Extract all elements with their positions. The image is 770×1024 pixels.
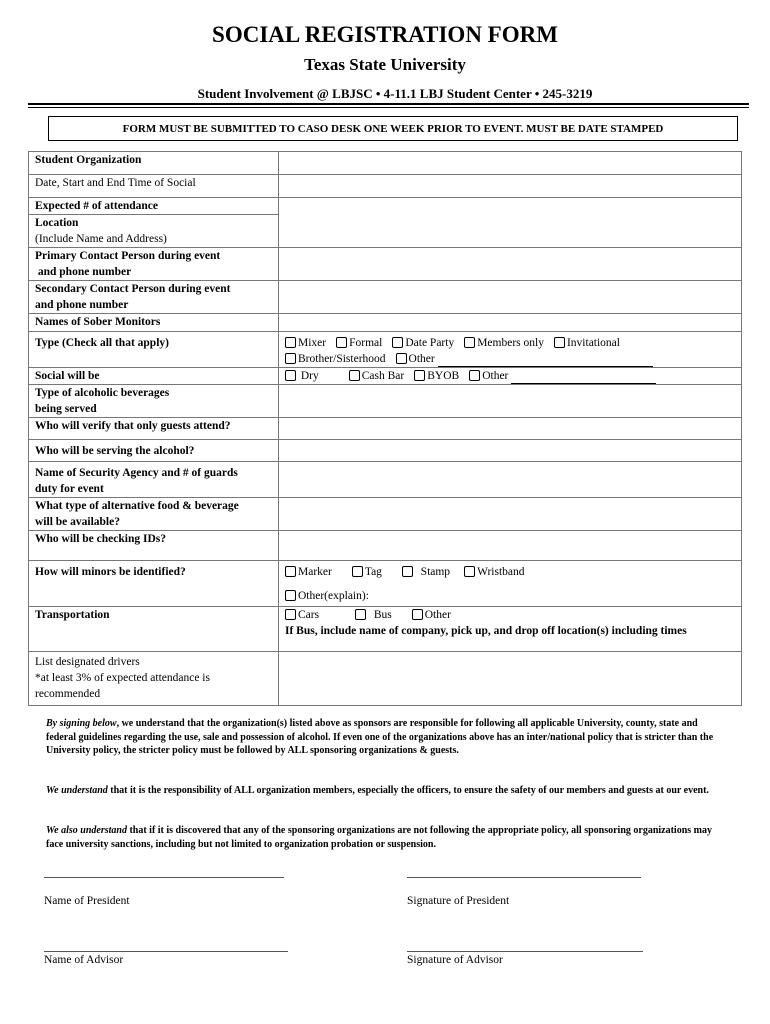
checkbox-icon [554,337,565,348]
option-type-other[interactable]: Other [396,351,653,367]
checkbox-icon [285,609,296,620]
advisor-signature-line[interactable] [407,951,643,952]
label-social-will-be: Social will be [29,368,279,385]
option-cars[interactable]: Cars [285,607,319,623]
advisor-name-line[interactable] [44,951,288,952]
field-alternative-food[interactable] [279,498,742,531]
field-secondary-contact[interactable] [279,281,742,314]
label-secondary-contact: Secondary Contact Person during event and phone number [29,281,279,314]
field-student-organization[interactable] [279,152,742,175]
submission-notice: FORM MUST BE SUBMITTED TO CASO DESK ONE WEEK PRIOR TO EVENT. MUST BE DATE STAMPED [48,116,738,141]
social-options [279,368,742,385]
transport-options [279,607,742,652]
label-security: Name of Security Agency and # of guards duty for event [29,462,279,498]
president-name-label: Name of President [44,895,130,907]
label-location: Location (Include Name and Address) [29,215,279,248]
checkbox-icon [464,566,475,577]
field-verify-guests[interactable] [279,418,742,440]
checkbox-icon [352,566,363,577]
department-info: Student Involvement @ LBJSC • 4-11.1 LBJ Student Center • 245-3219 [197,86,593,101]
option-marker[interactable]: Marker [285,564,332,580]
field-attendance[interactable] [279,198,742,248]
option-dry[interactable]: Dry [285,368,319,384]
checkbox-icon [469,370,480,381]
checkbox-icon [396,353,407,364]
option-stamp[interactable]: Stamp [402,564,450,580]
checkbox-icon [412,609,423,620]
field-alcohol-type[interactable] [279,385,742,418]
checkbox-icon [285,370,296,381]
label-transportation: Transportation [29,607,279,652]
checkbox-icon [402,566,413,577]
field-primary-contact[interactable] [279,248,742,281]
label-minors: How will minors be identified? [29,561,279,607]
label-primary-contact: Primary Contact Person during event and phone number [29,248,279,281]
label-verify-guests: Who will verify that only guests attend? [29,418,279,440]
label-designated-drivers: List designated drivers *at least 3% of expected attendance is recommended [29,652,279,706]
option-minors-other[interactable]: Other(explain): [285,588,369,604]
label-sober-monitors: Names of Sober Monitors [29,314,279,332]
option-bus[interactable]: Bus [355,607,392,623]
option-members-only[interactable]: Members only [464,335,544,351]
checkbox-icon [349,370,360,381]
field-sober-monitors[interactable] [279,314,742,332]
option-transport-other[interactable]: Other [412,607,451,623]
option-invitational[interactable]: Invitational [554,335,620,351]
checkbox-icon [285,590,296,601]
registration-table [28,151,742,706]
type-other-line[interactable] [438,354,653,367]
label-serving-alcohol: Who will be serving the alcohol? [29,440,279,462]
university-name: Texas State University [304,55,466,74]
option-mixer[interactable]: Mixer [285,335,326,351]
option-wristband[interactable]: Wristband [464,564,524,580]
social-other-line[interactable] [511,371,656,384]
label-alternative-food: What type of alternative food & beverage will be available? [29,498,279,531]
advisor-signature-label: Signature of Advisor [407,954,503,966]
president-signature-line[interactable] [407,877,641,878]
statement-sanctions: We also understand that if it is discovered that any of the sponsoring organizations are not following the appropriate policy, all sponsoring organizations may face university sanctions, including but not limited to organization probation or suspension. [46,825,712,850]
checkbox-icon [464,337,475,348]
field-security[interactable] [279,462,742,498]
checkbox-icon [285,353,296,364]
label-type: Type (Check all that apply) [29,332,279,368]
label-attendance: Expected # of attendance [29,198,279,215]
field-date-time[interactable] [279,175,742,198]
field-serving-alcohol[interactable] [279,440,742,462]
option-cash-bar[interactable]: Cash Bar [349,368,404,384]
statement-responsibility: We understand that it is the responsibility of ALL organization members, especially the officers, to ensure the safety of our members and guests at our event. [46,785,709,796]
field-designated-drivers[interactable] [279,652,742,706]
type-options [279,332,742,368]
label-date-time: Date, Start and End Time of Social [29,175,279,198]
label-checking-ids: Who will be checking IDs? [29,531,279,561]
option-byob[interactable]: BYOB [414,368,459,384]
header-divider [28,103,749,105]
option-tag[interactable]: Tag [352,564,382,580]
label-student-organization: Student Organization [29,152,279,175]
president-name-line[interactable] [44,877,284,878]
checkbox-icon [285,566,296,577]
option-brother-sisterhood[interactable]: Brother/Sisterhood [285,351,386,367]
checkbox-icon [285,337,296,348]
checkbox-icon [336,337,347,348]
statement-signing: By signing below, we understand that the organization(s) listed above as sponsors are responsible for following all applicable University, county, state and federal guidelines regarding the use, sale and possession of alcohol. If even one of the organizations above has an inter/national policy that is stricter than the University policy, the stricter policy must be followed by ALL sponsoring organizations & guests. [46,718,714,756]
option-social-other[interactable]: Other [469,368,656,384]
president-signature-label: Signature of President [407,895,510,907]
option-formal[interactable]: Formal [336,335,382,351]
minors-options [279,561,742,607]
header-divider-thin [28,107,749,108]
checkbox-icon [355,609,366,620]
field-checking-ids[interactable] [279,531,742,561]
checkbox-icon [414,370,425,381]
advisor-name-label: Name of Advisor [44,954,124,966]
bus-instructions: If Bus, include name of company, pick up, and drop off location(s) including times [285,625,687,637]
checkbox-icon [392,337,403,348]
option-date-party[interactable]: Date Party [392,335,454,351]
form-title: SOCIAL REGISTRATION FORM [212,22,558,47]
label-alcohol-type: Type of alcoholic beverages being served [29,385,279,418]
